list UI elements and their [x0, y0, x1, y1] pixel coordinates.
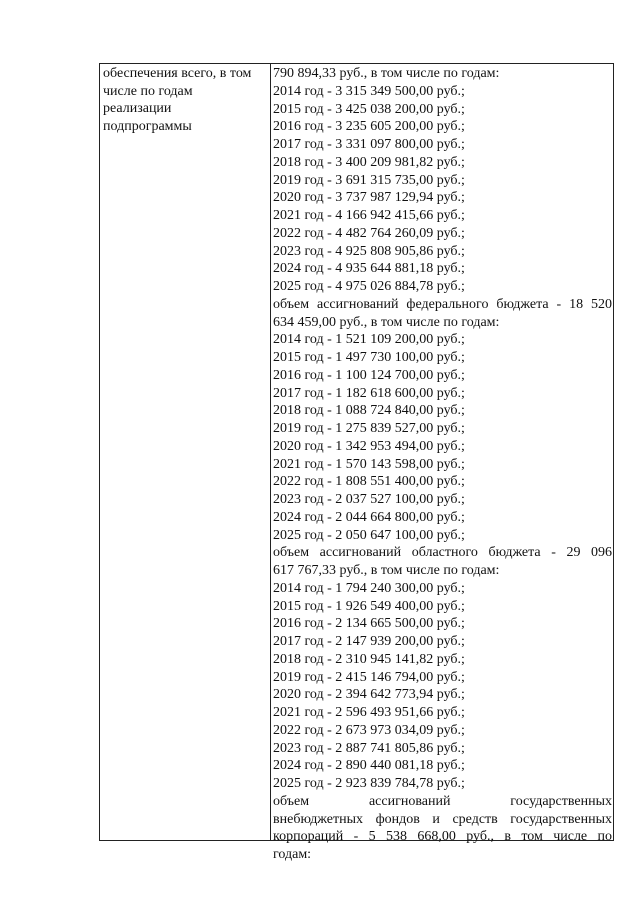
value-line: 2016 год - 3 235 605 200,00 руб.; [273, 119, 465, 135]
value-line: 2023 год - 4 925 808 905,86 руб.; [273, 243, 465, 259]
value-line: 2015 год - 1 926 549 400,00 руб.; [273, 598, 465, 614]
value-line: 2018 год - 3 400 209 981,82 руб.; [273, 154, 465, 170]
value-line: 2020 год - 2 394 642 773,94 руб.; [273, 687, 465, 703]
value-line: 634 459,00 руб., в том числе по годам: [273, 314, 500, 330]
value-line: 617 767,33 руб., в том числе по годам: [273, 563, 500, 578]
value-line: 2016 год - 1 100 124 700,00 руб.; [273, 367, 465, 383]
value-line: 2022 год - 2 673 973 034,09 руб.; [273, 722, 465, 738]
value-line: 2019 год - 2 415 146 794,00 руб.; [273, 669, 465, 685]
column-divider [270, 64, 271, 840]
value-line: 2025 год - 2 923 839 784,78 руб.; [273, 776, 465, 791]
value-line: 2022 год - 1 808 551 400,00 руб.; [273, 474, 465, 490]
value-line: 2014 год - 1 794 240 300,00 руб.; [273, 580, 465, 596]
budget-table [99, 63, 614, 862]
value-line: 2022 год - 4 482 764 260,09 руб.; [273, 225, 465, 241]
value-line: 2025 год - 4 975 026 884,78 руб.; [273, 279, 465, 294]
label-line: числе по годам [103, 83, 193, 99]
value-line: 2024 год - 2 044 664 800,00 руб.; [273, 509, 465, 525]
value-line: 2019 год - 1 275 839 527,00 руб.; [273, 421, 465, 436]
label-cell [103, 65, 268, 135]
value-line: 2014 год - 1 521 109 200,00 руб.; [273, 332, 465, 348]
value-line: 2017 год - 3 331 097 800,00 руб.; [273, 137, 465, 152]
value-line: 2015 год - 3 425 038 200,00 руб.; [273, 101, 465, 117]
value-line: 2021 год - 2 596 493 951,66 руб.; [273, 705, 465, 720]
value-line: 2025 год - 2 050 647 100,00 руб.; [273, 527, 465, 543]
value-line: 2021 год - 1 570 143 598,00 руб.; [273, 456, 465, 472]
value-line: 2018 год - 2 310 945 141,82 руб.; [273, 651, 465, 667]
value-line: 2023 год - 2 887 741 805,86 руб.; [273, 740, 465, 756]
value-line: 2019 год - 3 691 315 735,00 руб.; [273, 172, 465, 188]
label-line: реализации [103, 101, 172, 116]
value-line: 790 894,33 руб., в том числе по годам: [273, 66, 500, 81]
label-line: подпрограммы [103, 118, 192, 134]
value-line: объем ассигнований областного бюджета - 29 096 [273, 545, 612, 561]
value-line: 2024 год - 4 935 644 881,18 руб.; [273, 261, 465, 277]
value-line: объем ассигнований государственных [273, 793, 612, 809]
value-line: 2015 год - 1 497 730 100,00 руб.; [273, 350, 465, 365]
funding-values-cell [273, 65, 612, 864]
value-line: корпораций - 5 538 668,00 руб., в том числе по [273, 829, 612, 845]
value-line: 2021 год - 4 166 942 415,66 руб.; [273, 208, 465, 223]
value-line: 2023 год - 2 037 527 100,00 руб.; [273, 492, 465, 507]
value-line: внебюджетных фондов и средств государственных [273, 811, 612, 827]
label-line: обеспечения всего, в том [103, 66, 252, 81]
value-line: объем ассигнований федерального бюджета - 18 520 [273, 296, 612, 312]
value-line: 2017 год - 2 147 939 200,00 руб.; [273, 634, 465, 649]
value-line: 2020 год - 1 342 953 494,00 руб.; [273, 438, 465, 454]
value-line: годам: [273, 847, 312, 862]
value-line: 2024 год - 2 890 440 081,18 руб.; [273, 758, 465, 774]
value-line: 2017 год - 1 182 618 600,00 руб.; [273, 385, 465, 401]
value-line: 2014 год - 3 315 349 500,00 руб.; [273, 83, 465, 99]
value-line: 2018 год - 1 088 724 840,00 руб.; [273, 403, 465, 419]
value-line: 2016 год - 2 134 665 500,00 руб.; [273, 616, 465, 632]
value-line: 2020 год - 3 737 987 129,94 руб.; [273, 190, 465, 206]
